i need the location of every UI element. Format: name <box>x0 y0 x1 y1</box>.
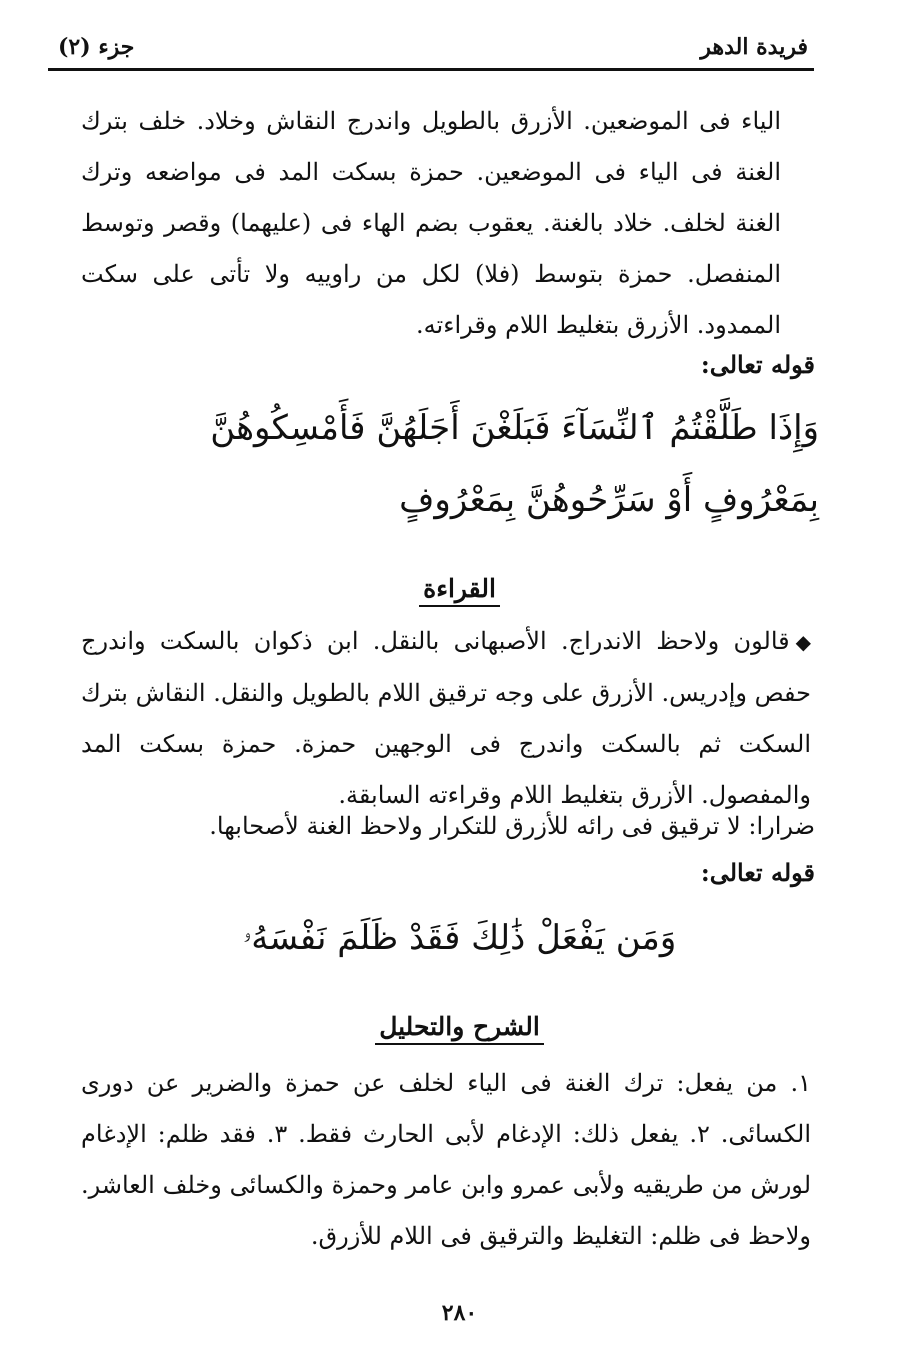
quran-verse-2: وَمَن يَفْعَلْ ذَٰلِكَ فَقَدْ ظَلَمَ نَفْسَهُۥ <box>242 918 677 958</box>
section-title-reading-text: القراءة <box>419 574 500 607</box>
page-number: ٢٨٠ <box>441 1300 478 1326</box>
section-title-analysis <box>0 1012 919 1041</box>
verse-heading-1: قوله تعالى: <box>700 350 815 379</box>
book-title: فريدة الدهر <box>700 34 808 60</box>
quran-verse-1: وَإِذَا طَلَّقْتُمُ ٱلنِّسَآءَ فَبَلَغْنَ أَجَلَهُنَّ فَأَمْسِكُوهُنَّ بِمَعْرُوفٍ أَوْ سَرِّحُوهُنَّ بِمَعْرُوفٍ <box>210 408 819 520</box>
page-header <box>48 28 814 71</box>
paragraph-1: الياء فى الموضعين. الأزرق بالطويل واندرج النقاش وخلاد. خلف بترك الغنة فى الياء فى الموضعين. حمزة بسكت المد فى مواضعه وترك الغنة لخلف. خلاد بالغنة. يعقوب بضم الهاء فى (عليهما) وقصر وتوسط المنفصل. حمزة بتوسط (فلا) لكل من راوييه ولا تأتى على سكت الممدود. الأزرق بتغليط اللام وقراءته. <box>81 107 781 339</box>
reading-paragraph <box>81 616 811 821</box>
analysis-paragraph: ١. من يفعل: ترك الغنة فى الياء لخلف عن حمزة والضرير عن دورى الكسائى. ٢. يفعل ذلك: الإدغام لأبى الحارث فقط. ٣. فقد ظلم: الإدغام لورش من طريقيه ولأبى عمرو وابن عامر وحمزة والكسائى وخلف العاشر. ولاحظ فى ظلم: التغليظ والترقيق فى اللام للأزرق. <box>81 1069 812 1250</box>
part-label: جزء (٢) <box>58 34 135 60</box>
section-title-analysis-text: الشرح والتحليل <box>375 1012 544 1045</box>
reading-text: قالون ولاحظ الاندراج. الأصبهانى بالنقل. ابن ذكوان بالسكت واندرج حفص وإدريس. الأزرق على وجه ترقيق اللام بالطويل والنقل. النقاش بترك السكت ثم بالسكت واندرج فى الوجهين حمزة. حمزة بسكت المد والمفصول. الأزرق بتغليط اللام وقراءته السابقة. <box>81 627 812 809</box>
section-title-reading <box>0 574 919 603</box>
verse-heading-2: قوله تعالى: <box>700 858 815 887</box>
dirar-note: ضرارا: لا ترقيق فى رائه للأزرق للتكرار ولاحظ الغنة لأصحابها. <box>209 812 815 840</box>
diamond-bullet-icon: ◆ <box>795 630 811 654</box>
